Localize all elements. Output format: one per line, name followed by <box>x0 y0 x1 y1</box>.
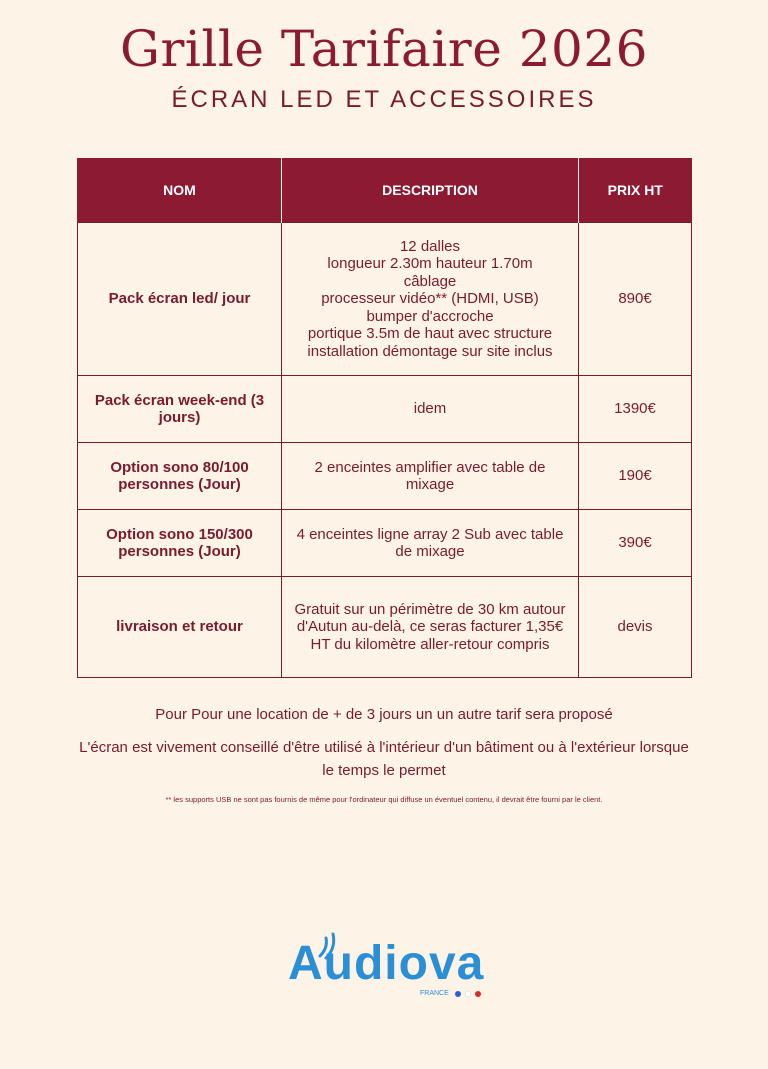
table-row <box>78 577 692 678</box>
logo-country: FRANCE <box>420 990 449 997</box>
page-subtitle: ÉCRAN LED ET ACCESSOIRES <box>171 86 597 113</box>
row-description: 4 enceintes ligne array 2 Sub avec table de mixage <box>282 510 579 577</box>
row-price: 190€ <box>579 443 692 510</box>
table-row <box>78 376 692 443</box>
column-header-price: PRIX HT <box>579 158 692 223</box>
row-name: livraison et retour <box>78 577 282 678</box>
table-row <box>78 223 692 376</box>
audiova-logo <box>280 930 490 1005</box>
price-table <box>77 158 692 678</box>
column-header-name: NOM <box>78 158 282 223</box>
column-header-description: DESCRIPTION <box>282 158 579 223</box>
logo-brand: Audiova <box>288 937 485 990</box>
table-header-row <box>78 158 692 223</box>
row-name: Option sono 150/300 personnes (Jour) <box>78 510 282 577</box>
row-name: Pack écran week-end (3 jours) <box>78 376 282 443</box>
row-price: 1390€ <box>579 376 692 443</box>
row-price: devis <box>579 577 692 678</box>
page-title: Grille Tarifaire 2026 <box>120 20 648 78</box>
table-row <box>78 443 692 510</box>
table-row <box>78 510 692 577</box>
row-name: Pack écran led/ jour <box>78 223 282 376</box>
row-price: 390€ <box>579 510 692 577</box>
footnote: ** les supports USB ne sont pas fournis de même pour l'ordinateur qui diffuse un éventuel contenu, il devrait être fourni par le client. <box>165 795 603 804</box>
row-description: 12 dalles longueur 2.30m hauteur 1.70m câblage processeur vidéo** (HDMI, USB) bumper d'accroche portique 3.5m de haut avec structure installation démontage sur site inclus <box>282 223 579 376</box>
note-usage: L'écran est vivement conseillé d'être utilisé à l'intérieur d'un bâtiment ou à l'extérieur lorsque le temps le permet <box>79 739 689 779</box>
note-extended-rental: Pour Pour une location de + de 3 jours un un autre tarif sera proposé <box>155 706 613 723</box>
row-name: Option sono 80/100 personnes (Jour) <box>78 443 282 510</box>
flag-dots-icon <box>454 990 484 998</box>
row-description: idem <box>282 376 579 443</box>
row-description: Gratuit sur un périmètre de 30 km autour d'Autun au-delà, ce seras facturer 1,35€ HT du kilomètre aller-retour compris <box>282 577 579 678</box>
row-price: 890€ <box>579 223 692 376</box>
row-description: 2 enceintes amplifier avec table de mixage <box>282 443 579 510</box>
